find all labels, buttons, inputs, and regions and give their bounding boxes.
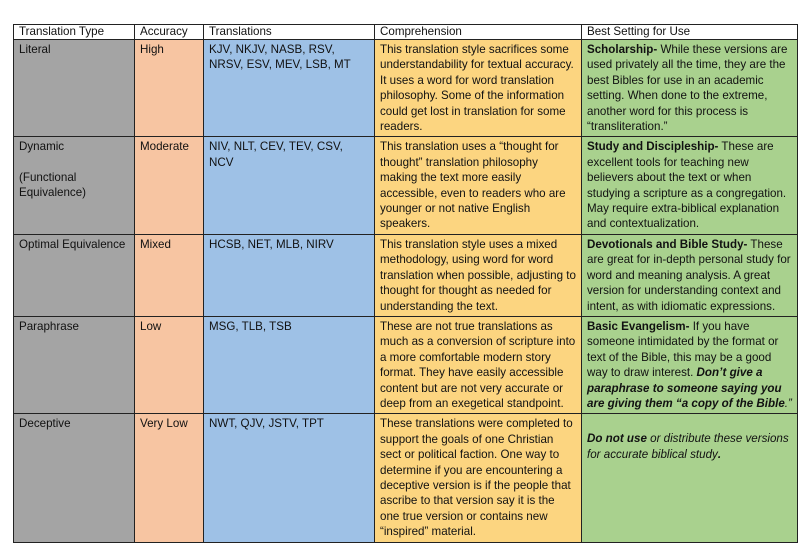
best-setting-warning: Do not use xyxy=(587,432,647,446)
type-sublabel: (Functional Equivalence) xyxy=(19,170,87,200)
cell-translations: KJV, NKJV, NASB, RSV, NRSV, ESV, MEV, LSB, MT xyxy=(204,40,375,137)
header-translation-type: Translation Type xyxy=(14,25,135,40)
best-setting-title: Basic Evangelism- xyxy=(587,319,690,333)
cell-best-setting xyxy=(582,234,798,316)
best-setting-text: If you have someone intimidated by the format or text of the Bible, this may be a good way to draw interest. xyxy=(587,319,779,380)
cell-comprehension: These translations were completed to support the goals of one Christian sect or political faction. One way to determine if you are encountering a deceptive version is if the people that ascribe to that version say it is the one true version or contains new “inspired” material. xyxy=(375,414,582,542)
best-setting-text: These are excellent tools for teaching new believers about the text or when studying a scripture as a congregation. May require extra-biblical explanation and contextualization. xyxy=(587,140,787,231)
cell-best-setting xyxy=(582,316,798,413)
cell-translation-type xyxy=(14,316,135,413)
cell-accuracy: Very Low xyxy=(135,414,204,542)
cell-translation-type xyxy=(14,137,135,234)
table-row xyxy=(14,316,798,413)
type-label: Deceptive xyxy=(19,417,71,431)
cell-comprehension: This translation style sacrifices some understandability for textual accuracy. It uses a word for word translation philosophy. Some of the information could get lost in translation for some readers. xyxy=(375,40,582,137)
cell-comprehension: This translation uses a “thought for thought” translation philosophy making the text more easily accessible, even to readers who are younger or not native English speakers. xyxy=(375,137,582,234)
cell-translation-type xyxy=(14,414,135,542)
header-best-setting: Best Setting for Use xyxy=(582,25,798,40)
table-row xyxy=(14,137,798,234)
header-row xyxy=(14,25,798,40)
cell-translations: HCSB, NET, MLB, NIRV xyxy=(204,234,375,316)
type-label: Optimal Equivalence xyxy=(19,237,126,251)
table-row xyxy=(14,40,798,137)
header-translations: Translations xyxy=(204,25,375,40)
best-setting-warning: Don’t give a paraphrase to someone saying you are giving them “a copy of the Bible xyxy=(587,366,785,410)
cell-accuracy: Moderate xyxy=(135,137,204,234)
cell-best-setting xyxy=(582,137,798,234)
best-setting-text: These are great for in-depth personal study for word and meaning analysis. A great version for understanding context and intent, as with idiomatic expressions. xyxy=(587,237,791,313)
cell-translation-type xyxy=(14,234,135,316)
best-setting-gap xyxy=(587,416,792,431)
cell-best-setting xyxy=(582,414,798,542)
cell-best-setting xyxy=(582,40,798,137)
cell-comprehension: These are not true translations as much as a conversion of scripture into a more comfortable modern story format. They have easily accessible content but are not very accurate or deep from an exegetical standpoint. xyxy=(375,316,582,413)
cell-accuracy: Low xyxy=(135,316,204,413)
type-label: Paraphrase xyxy=(19,319,79,333)
cell-translations: NWT, QJV, JSTV, TPT xyxy=(204,414,375,542)
cell-accuracy: High xyxy=(135,40,204,137)
best-setting-title: Devotionals and Bible Study- xyxy=(587,237,748,251)
header-comprehension: Comprehension xyxy=(375,25,582,40)
type-spacer xyxy=(19,155,129,170)
best-setting-warning-tail: .” xyxy=(784,396,792,410)
cell-accuracy: Mixed xyxy=(135,234,204,316)
best-setting-warning-tail: . xyxy=(717,447,722,461)
translation-comparison-table-wrapper xyxy=(13,24,797,543)
best-setting-title: Study and Discipleship- xyxy=(587,140,719,154)
translation-comparison-table xyxy=(13,24,798,543)
table-row xyxy=(14,414,798,542)
best-setting-text: While these versions are used privately all the time, they are the best Bibles for use in an academic setting. When done to the extreme, another word for this process is “transliteration.” xyxy=(587,43,788,134)
best-setting-text: or distribute these versions for accurate biblical study xyxy=(587,432,789,461)
table-row xyxy=(14,234,798,316)
type-label: Dynamic xyxy=(19,140,65,154)
best-setting-title: Scholarship- xyxy=(587,43,658,56)
type-label: Literal xyxy=(19,43,51,56)
cell-translations: MSG, TLB, TSB xyxy=(204,316,375,413)
cell-translations: NIV, NLT, CEV, TEV, CSV, NCV xyxy=(204,137,375,234)
header-accuracy: Accuracy xyxy=(135,25,204,40)
cell-translation-type xyxy=(14,40,135,137)
cell-comprehension: This translation style uses a mixed methodology, using word for word translation when possible, adjusting to thought for thought as needed for understanding the text. xyxy=(375,234,582,316)
